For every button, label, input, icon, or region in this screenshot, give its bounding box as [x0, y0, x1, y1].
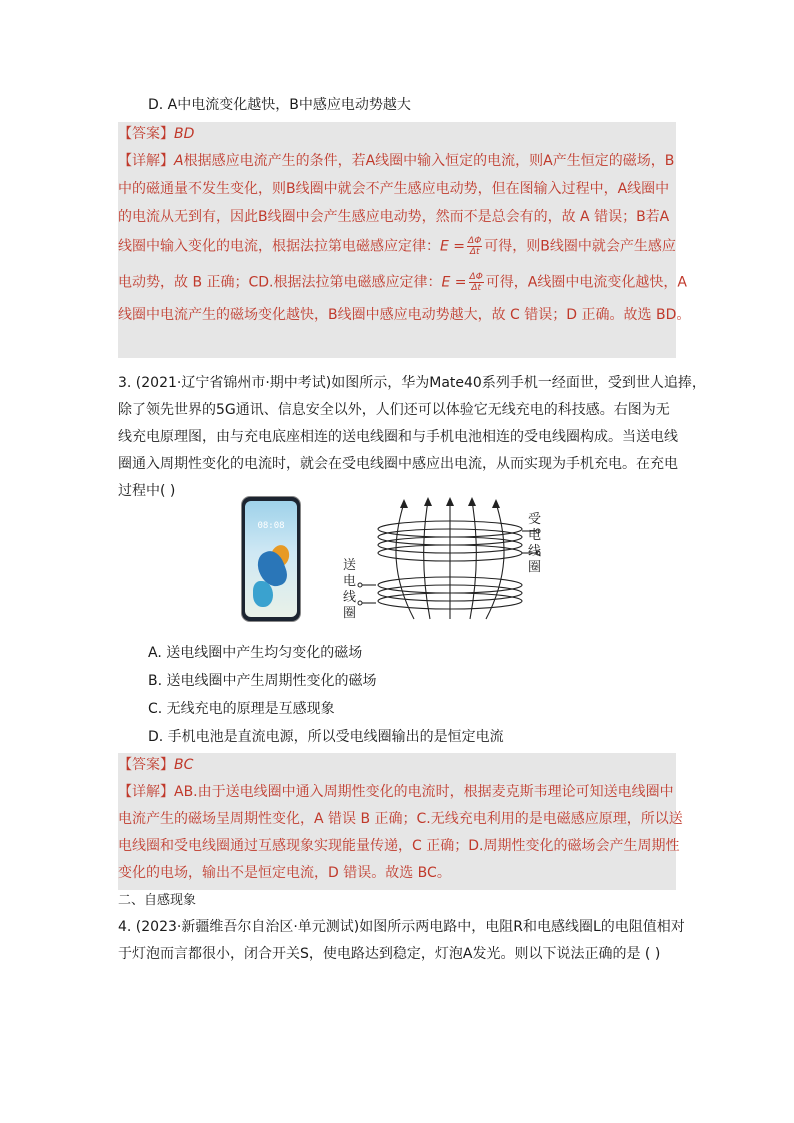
q2-detail-line-4: 线圈中输入变化的电流，根据法拉第电磁感应定律：E = $\frac{\Delta\Phi}{\Delta t}$ 可得，则B线圈中就会产生感应	[118, 236, 676, 257]
q3-option-b: B. 送电线圈中产生周期性变化的磁场	[148, 673, 377, 689]
q2-answer: 【答案】BD	[118, 126, 195, 142]
sending-coil	[362, 577, 522, 609]
q2-detail-line-1: 【详解】A根据感应电流产生的条件，若A线圈中输入恒定的电流，则A产生恒定的磁场，B	[118, 153, 675, 169]
sending-coil-label	[343, 558, 356, 621]
q3-stem-line-2: 除了领先世界的5G通讯、信息安全以外，人们还可以体验它无线充电的科技感。右图为无	[118, 402, 670, 418]
svg-text:电: 电	[343, 574, 357, 589]
q3-answer: 【答案】BC	[118, 757, 194, 773]
q3-detail-line-3: 电线圈和受电线圈通过互感现象实现能量传递，C 正确；D.周期性变化的磁场会产生周期性	[118, 838, 680, 854]
q3-detail-line-2: 电流产生的磁场呈周期性变化，A 错误 B 正确；C.无线充电利用的是电磁感应原理，所以送	[118, 811, 683, 827]
q2-detail-line-6: 线圈中电流产生的磁场变化越快，B线圈中感应电动势越大，故 C 错误；D 正确。故选 BD。	[118, 307, 691, 323]
receiving-coil-label	[528, 512, 541, 575]
q3-option-a: A. 送电线圈中产生均匀变化的磁场	[148, 645, 363, 661]
q3-stem-line-1: 3. (2021·辽宁省锦州市·期中考试)如图所示，华为Mate40系列手机一经面世，受到世人追捧，	[118, 375, 706, 391]
q3-stem-line-5: 过程中( )	[118, 483, 176, 499]
q2-detail-line-3: 的电流从无到有，因此B线圈中会产生感应电动势，然而不是总会有的，故 A 错误；B若A	[118, 209, 670, 225]
svg-text:送: 送	[343, 558, 357, 573]
q4-stem-line-1: 4. (2023·新疆维吾尔自治区·单元测试)如图所示两电路中，电阻R和电感线圈L的电阻值相对	[118, 919, 685, 935]
q3-detail-line-1: 【详解】AB.由于送电线圈中通入周期性变化的电流时，根据麦克斯韦理论可知送电线圈中	[118, 784, 674, 800]
q2-detail-line-2: 中的磁通量不发生变化，则B线圈中就会不产生感应电动势，但在图输入过程中，A线圈中	[118, 181, 670, 197]
svg-text:圈: 圈	[343, 606, 357, 621]
receiving-coil	[378, 521, 536, 561]
q2-option-d: D. A中电流变化越快，B中感应电动势越大	[148, 97, 411, 113]
svg-text:圈: 圈	[528, 560, 542, 575]
q3-detail-line-4: 变化的电场，输出不是恒定电流，D 错误。故选 BC。	[118, 865, 451, 881]
q3-option-d: D. 手机电池是直流电源，所以受电线圈输出的是恒定电流	[148, 729, 504, 745]
q3-stem-line-4: 圈通入周期性变化的电流时，就会在受电线圈中感应出电流，从而实现为手机充电。在充电	[118, 456, 678, 472]
q2-fraction-2: $\frac{\Delta\Phi}{\Delta t}$	[469, 272, 483, 293]
section-title: 二、自感现象	[118, 893, 197, 908]
coil-diagram	[242, 497, 558, 625]
svg-text:受: 受	[528, 512, 542, 527]
q3-option-c: C. 无线充电的原理是互感现象	[148, 701, 335, 717]
svg-text:线: 线	[528, 544, 542, 559]
q3-stem-line-3: 线充电原理图，由与充电底座相连的送电线圈和与手机电池相连的受电线圈构成。当送电线	[118, 429, 678, 445]
svg-text:电: 电	[528, 528, 542, 543]
svg-text:线: 线	[343, 590, 357, 605]
q4-stem-line-2: 于灯泡而言都很小，闭合开关S，使电路达到稳定，灯泡A发光。则以下说法正确的是 ( )	[118, 946, 661, 962]
wireless-charging-figure	[242, 497, 558, 625]
q2-fraction-1: $\frac{\Delta\Phi}{\Delta t}$	[468, 236, 482, 257]
phone-clock: 08:08	[257, 521, 285, 531]
q2-detail-line-5: 电动势，故 B 正确；CD.根据法拉第电磁感应定律：E = $\frac{\Delta\Phi}{\Delta t}$ 可得，A线圈中电流变化越快，A	[118, 272, 687, 293]
